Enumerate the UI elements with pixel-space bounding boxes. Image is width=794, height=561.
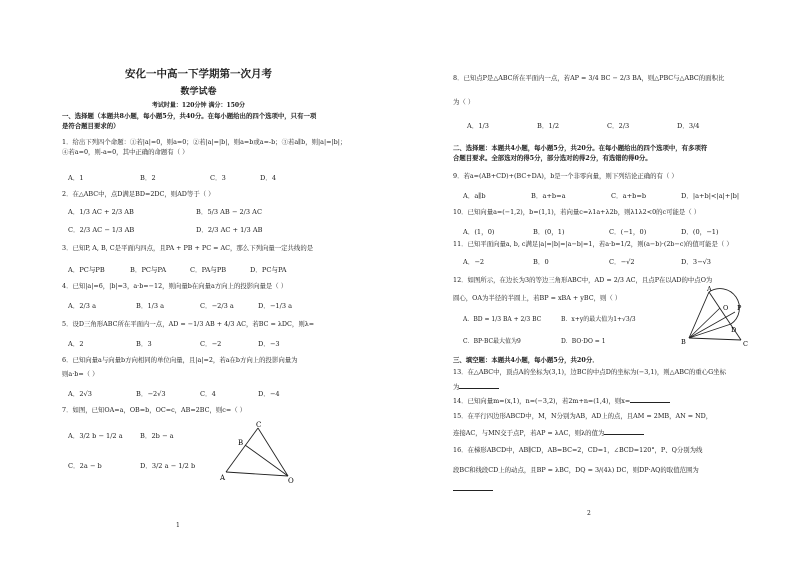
q7-triangle-figure <box>218 420 298 484</box>
question-6: 6．已知向量a与向量b方向相同的单位向量，且|a|=2，若a在b方向上的投影向量为 <box>62 356 298 364</box>
fig12-label-a: A <box>707 286 712 293</box>
question-16-cont: 段BC和线段CD上的动点，且BP = λBC，DQ = 3/(4λ) DC，则DP·AQ的取值范围为 <box>453 466 699 474</box>
q8-option-a: A．1/3 <box>467 122 489 130</box>
q6-option-b: B．−2√3 <box>136 390 166 398</box>
question-15-cont-text: 连接AC，与MN交于点P，若AP = λAC，则λ的值为 <box>453 429 605 437</box>
q6-option-a: A．2√3 <box>68 390 92 398</box>
q14-answer-blank[interactable] <box>630 396 670 403</box>
question-9: 9．若a=(AB+CD)+(BC+DA)，b是一个非零向量，则下列结论正确的有（ ） <box>453 172 678 180</box>
section-1-heading-cont: 是符合题目要求的） <box>62 122 120 130</box>
q11-option-c: C．−√2 <box>609 258 635 266</box>
question-11: 11．已知平面向量a, b, c满足|a|=|b|=|a−b|=1，若a·b=1/2，则(a−b)·(2b−c)的值可能是（ ） <box>453 240 733 248</box>
q9-option-c: C．a+b=b <box>611 192 647 200</box>
q7-option-a: A．3/2 b − 1/2 a <box>68 432 123 440</box>
question-5: 5．设D三角形ABC所在平面内一点，AD = −1/3 AB + 4/3 AC，若BC = λDC，则λ= <box>62 320 315 328</box>
q15-answer-blank[interactable] <box>604 428 644 435</box>
q11-option-d: D．3−√3 <box>681 258 711 266</box>
question-1: 1．给出下列四个命题：①若|a|=0，则a=0；②若|a|=|b|，则a=b或a=-b；③若a∥b，则|a|=|b|； <box>62 138 347 146</box>
q12-triangle-semicircle-figure <box>679 286 759 348</box>
q5-option-a: A．2 <box>68 340 84 348</box>
q7-option-b: B．2b − a <box>140 432 174 440</box>
q11-option-b: B．0 <box>533 258 549 266</box>
q10-option-b: B．(0，1) <box>533 228 565 236</box>
q3-option-d: D．PC与PA <box>250 266 287 274</box>
q5-option-d: D．−3 <box>258 340 280 348</box>
question-13: 13．在△ABC中，顶点A的坐标为(3,1)，边BC的中点D的坐标为(−3,1)，则△ABC的重心G坐标 <box>453 368 726 376</box>
question-14 <box>453 396 670 405</box>
question-4: 4．已知|a|=6，|b|=3，a·b=−12，则向量b在向量a方向上的投影向量是（ ） <box>62 282 288 290</box>
section-1-heading: 一、选择题（本题共8小题，每小题5分，共40分。在每小题给出的四个选项中，只有一项 <box>62 112 317 120</box>
q1-option-b: B．2 <box>140 174 156 182</box>
fig7-label-a: A <box>220 474 226 482</box>
q1-option-a: A．1 <box>68 174 84 182</box>
q2-option-d: D．2/3 AC + 1/3 AB <box>196 226 263 234</box>
q10-option-d: D．(0，−1) <box>681 228 719 236</box>
question-8: 8．已知点P是△ABC所在平面内一点，若AP = 3/4 BC − 2/3 BA，则△PBC与△ABC的面积比 <box>453 74 725 82</box>
q6-option-c: C．4 <box>200 390 216 398</box>
q7-option-c: C．2a − b <box>68 462 102 470</box>
question-15-cont <box>453 428 644 437</box>
question-2: 2．在△ABC中，点D满足BD=2DC，则AD等于（ ） <box>62 190 215 198</box>
q5-option-c: C．−2 <box>200 340 222 348</box>
q3-option-b: B．PC与PA <box>130 266 167 274</box>
q8-option-b: B．1/2 <box>537 122 560 130</box>
q1-option-d: D．4 <box>260 174 277 182</box>
q7-option-d: D．3/2 a − 1/2 b <box>140 462 196 470</box>
fig12-label-b: B <box>681 338 686 346</box>
q8-option-d: D．3/4 <box>677 122 700 130</box>
question-16-answer-line <box>453 484 493 493</box>
question-3: 3．已知P, A, B, C是平面内四点，且PA + PB + PC = AC，那么下列向量一定共线的是 <box>62 244 314 252</box>
q12-option-c: C．BP·BC最大值为9 <box>463 338 521 345</box>
q9-option-a: A．a∥b <box>463 192 486 200</box>
section-3-heading: 三、填空题：本题共4小题，每小题5分，共20分． <box>453 356 599 364</box>
question-12-cont: 圆心，OA为半径的半圆上，若BP = xBA + yBC，则（ ） <box>453 294 622 302</box>
section-2-heading-cont: 合题目要求。全部选对的得5分，部分选对的得2分，有选错的得0分。 <box>453 154 652 162</box>
q3-option-c: C．PA与PB <box>190 266 227 274</box>
q5-option-b: B．3 <box>136 340 152 348</box>
fig12-label-p: P <box>737 304 742 312</box>
q4-option-b: B．1/3 a <box>136 302 165 310</box>
q2-option-b: B．5/3 AB − 2/3 AC <box>196 208 262 216</box>
q16-answer-blank[interactable] <box>453 484 493 491</box>
q1-option-c: C．3 <box>210 174 226 182</box>
exam-title: 安化一中高一下学期第一次月考 <box>125 68 272 80</box>
q12-option-a: A．BD = 1/3 BA + 2/3 BC <box>463 316 542 323</box>
exam-page-2 <box>397 0 794 561</box>
section-2-heading: 二、选择题：本题共4小题，每小题5分，共20分。在每小题给出的四个选项中，有多项符 <box>453 144 708 152</box>
q6-option-d: D．−4 <box>258 390 280 398</box>
q4-option-d: D．−1/3 a <box>258 302 293 310</box>
q10-option-c: C．(−1，0) <box>609 228 647 236</box>
question-7: 7．如图，已知OA=a，OB=b，OC=c，AB=2BC，则c=（ ） <box>62 406 247 414</box>
q4-option-a: A．2/3 a <box>68 302 96 310</box>
q12-option-d: D．BO·DO = 1 <box>561 338 606 345</box>
q8-option-c: C．2/3 <box>607 122 630 130</box>
question-13-cont <box>453 382 499 391</box>
fig7-label-o: O <box>288 477 294 484</box>
page-number-2: 2 <box>587 510 591 517</box>
question-13-cont-text: 为 <box>453 383 460 391</box>
fig7-label-c: C <box>256 421 262 429</box>
exam-meta: 考试时量：120分钟 满分：150分 <box>151 102 246 109</box>
q10-option-a: A．(1，0) <box>463 228 495 236</box>
fig12-label-d: D <box>731 326 737 334</box>
q12-option-b: B．x+y的最大值为1+√3/3 <box>561 316 636 323</box>
question-6-cont: 则a·b=（ ） <box>62 370 99 378</box>
fig12-label-c: C <box>743 340 748 348</box>
q2-option-a: A．1/3 AC + 2/3 AB <box>68 208 134 216</box>
question-12: 12．如图所示，在边长为3的等边三角形ABC中，AD = 2/3 AC，且点P在以AD的中点O为 <box>453 276 713 284</box>
question-10: 10．已知向量a=(−1,2)，b=(1,1)，若向量c=λ1a+λ2b，则λ1λ2<0的c可能是（ ） <box>453 208 701 216</box>
question-14-text: 14．已知向量m=(x,1)，n=(−3,2)，若2m+n=(1,4)，则x= <box>453 397 631 405</box>
exam-subtitle: 数学试卷 <box>180 87 217 97</box>
q9-option-b: B．a+b=a <box>531 192 566 200</box>
fig12-label-o: O <box>723 304 729 312</box>
q3-option-a: A．PC与PB <box>68 266 105 274</box>
page-number-1: 1 <box>176 522 180 529</box>
q4-option-c: C．−2/3 a <box>200 302 234 310</box>
q2-option-c: C．2/3 AC − 1/3 AB <box>68 226 135 234</box>
question-16: 16．在梯形ABCD中，AB∥CD，AB=BC=2，CD=1，∠BCD=120°，P、Q分别为线 <box>453 446 703 454</box>
q9-option-d: D．|a+b|<|a|+|b| <box>681 192 740 200</box>
question-15: 15．在平行四边形ABCD中，M，N分别为AB，AD上的点，且AM = 2MB，AN = ND， <box>453 412 713 420</box>
q11-option-a: A．−2 <box>463 258 485 266</box>
question-1-cont: ④若a=0，则-a=0，其中正确的命题有（ ） <box>62 148 189 156</box>
q13-answer-blank[interactable] <box>459 382 499 389</box>
fig7-label-b: B <box>238 439 244 447</box>
question-8-cont: 为（ ） <box>453 98 475 106</box>
